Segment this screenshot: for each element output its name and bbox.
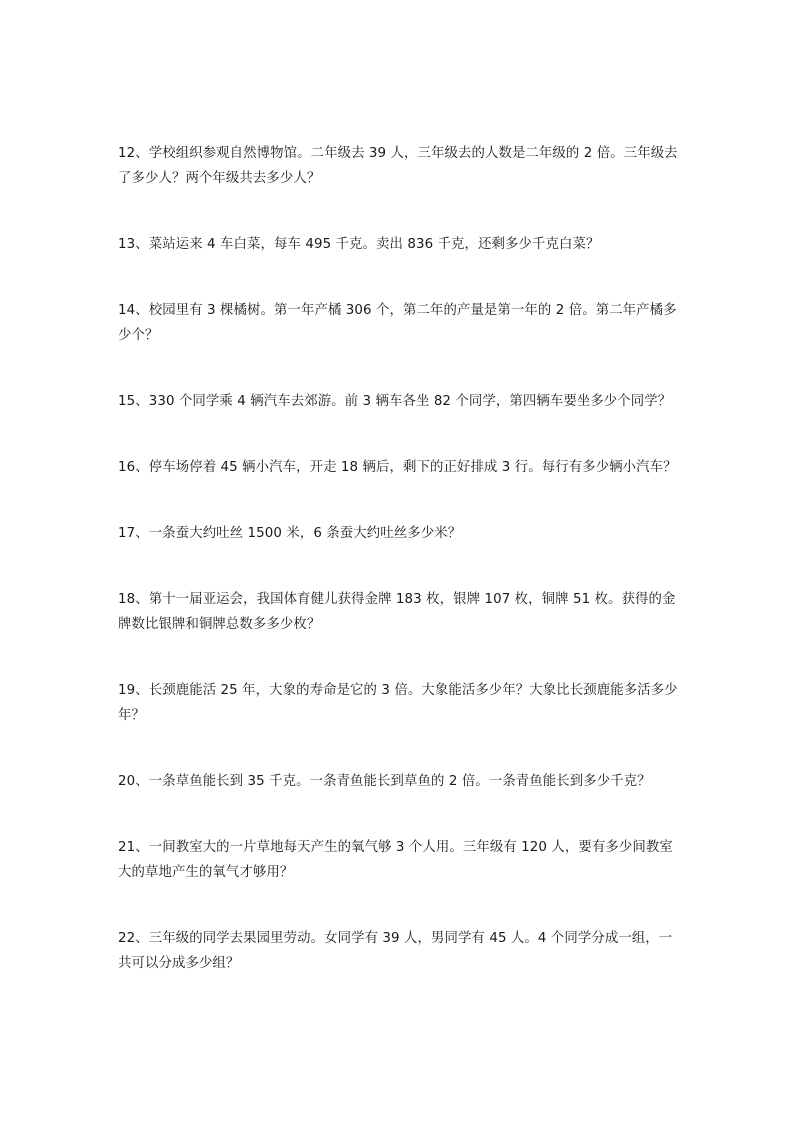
problem-12: 12、学校组织参观自然博物馆。二年级去 39 人，三年级去的人数是二年级的 2 倍。三年级去了多少人？两个年级共去多少人？ bbox=[118, 146, 678, 186]
problem-20: 20、一条草鱼能长到 35 千克。一条青鱼能长到草鱼的 2 倍。一条青鱼能长到多少千克？ bbox=[118, 774, 651, 789]
problem-19: 19、长颈鹿能活 25 年，大象的寿命是它的 3 倍。大象能活多少年？大象比长颈鹿能多活多少年？ bbox=[118, 683, 678, 723]
problem-14: 14、校园里有 3 棵橘树。第一年产橘 306 个，第二年的产量是第一年的 2 倍。第二年产橘多少个？ bbox=[118, 303, 677, 343]
problem-list bbox=[118, 141, 678, 976]
problem-21: 21、一间教室大的一片草地每天产生的氧气够 3 个人用。三年级有 120 人，要有多少间教室大的草地产生的氧气才够用？ bbox=[118, 840, 673, 880]
problem-13: 13、菜站运来 4 车白菜，每车 495 千克。卖出 836 千克，还剩多少千克白菜？ bbox=[118, 237, 600, 252]
problem-15: 15、330 个同学乘 4 辆汽车去郊游。前 3 辆车各坐 82 个同学，第四辆车要坐多少个同学？ bbox=[118, 394, 672, 409]
problem-22: 22、三年级的同学去果园里劳动。女同学有 39 人，男同学有 45 人。4 个同学分成一组，一共可以分成多少组？ bbox=[118, 931, 673, 971]
problem-17: 17、一条蚕大约吐丝 1500 米，6 条蚕大约吐丝多少米？ bbox=[118, 526, 462, 541]
problem-16: 16、停车场停着 45 辆小汽车，开走 18 辆后，剩下的正好排成 3 行。每行有多少辆小汽车？ bbox=[118, 460, 677, 475]
problem-18: 18、第十一届亚运会，我国体育健儿获得金牌 183 枚，银牌 107 枚，铜牌 51 枚。获得的金牌数比银牌和铜牌总数多多少枚？ bbox=[118, 592, 676, 632]
